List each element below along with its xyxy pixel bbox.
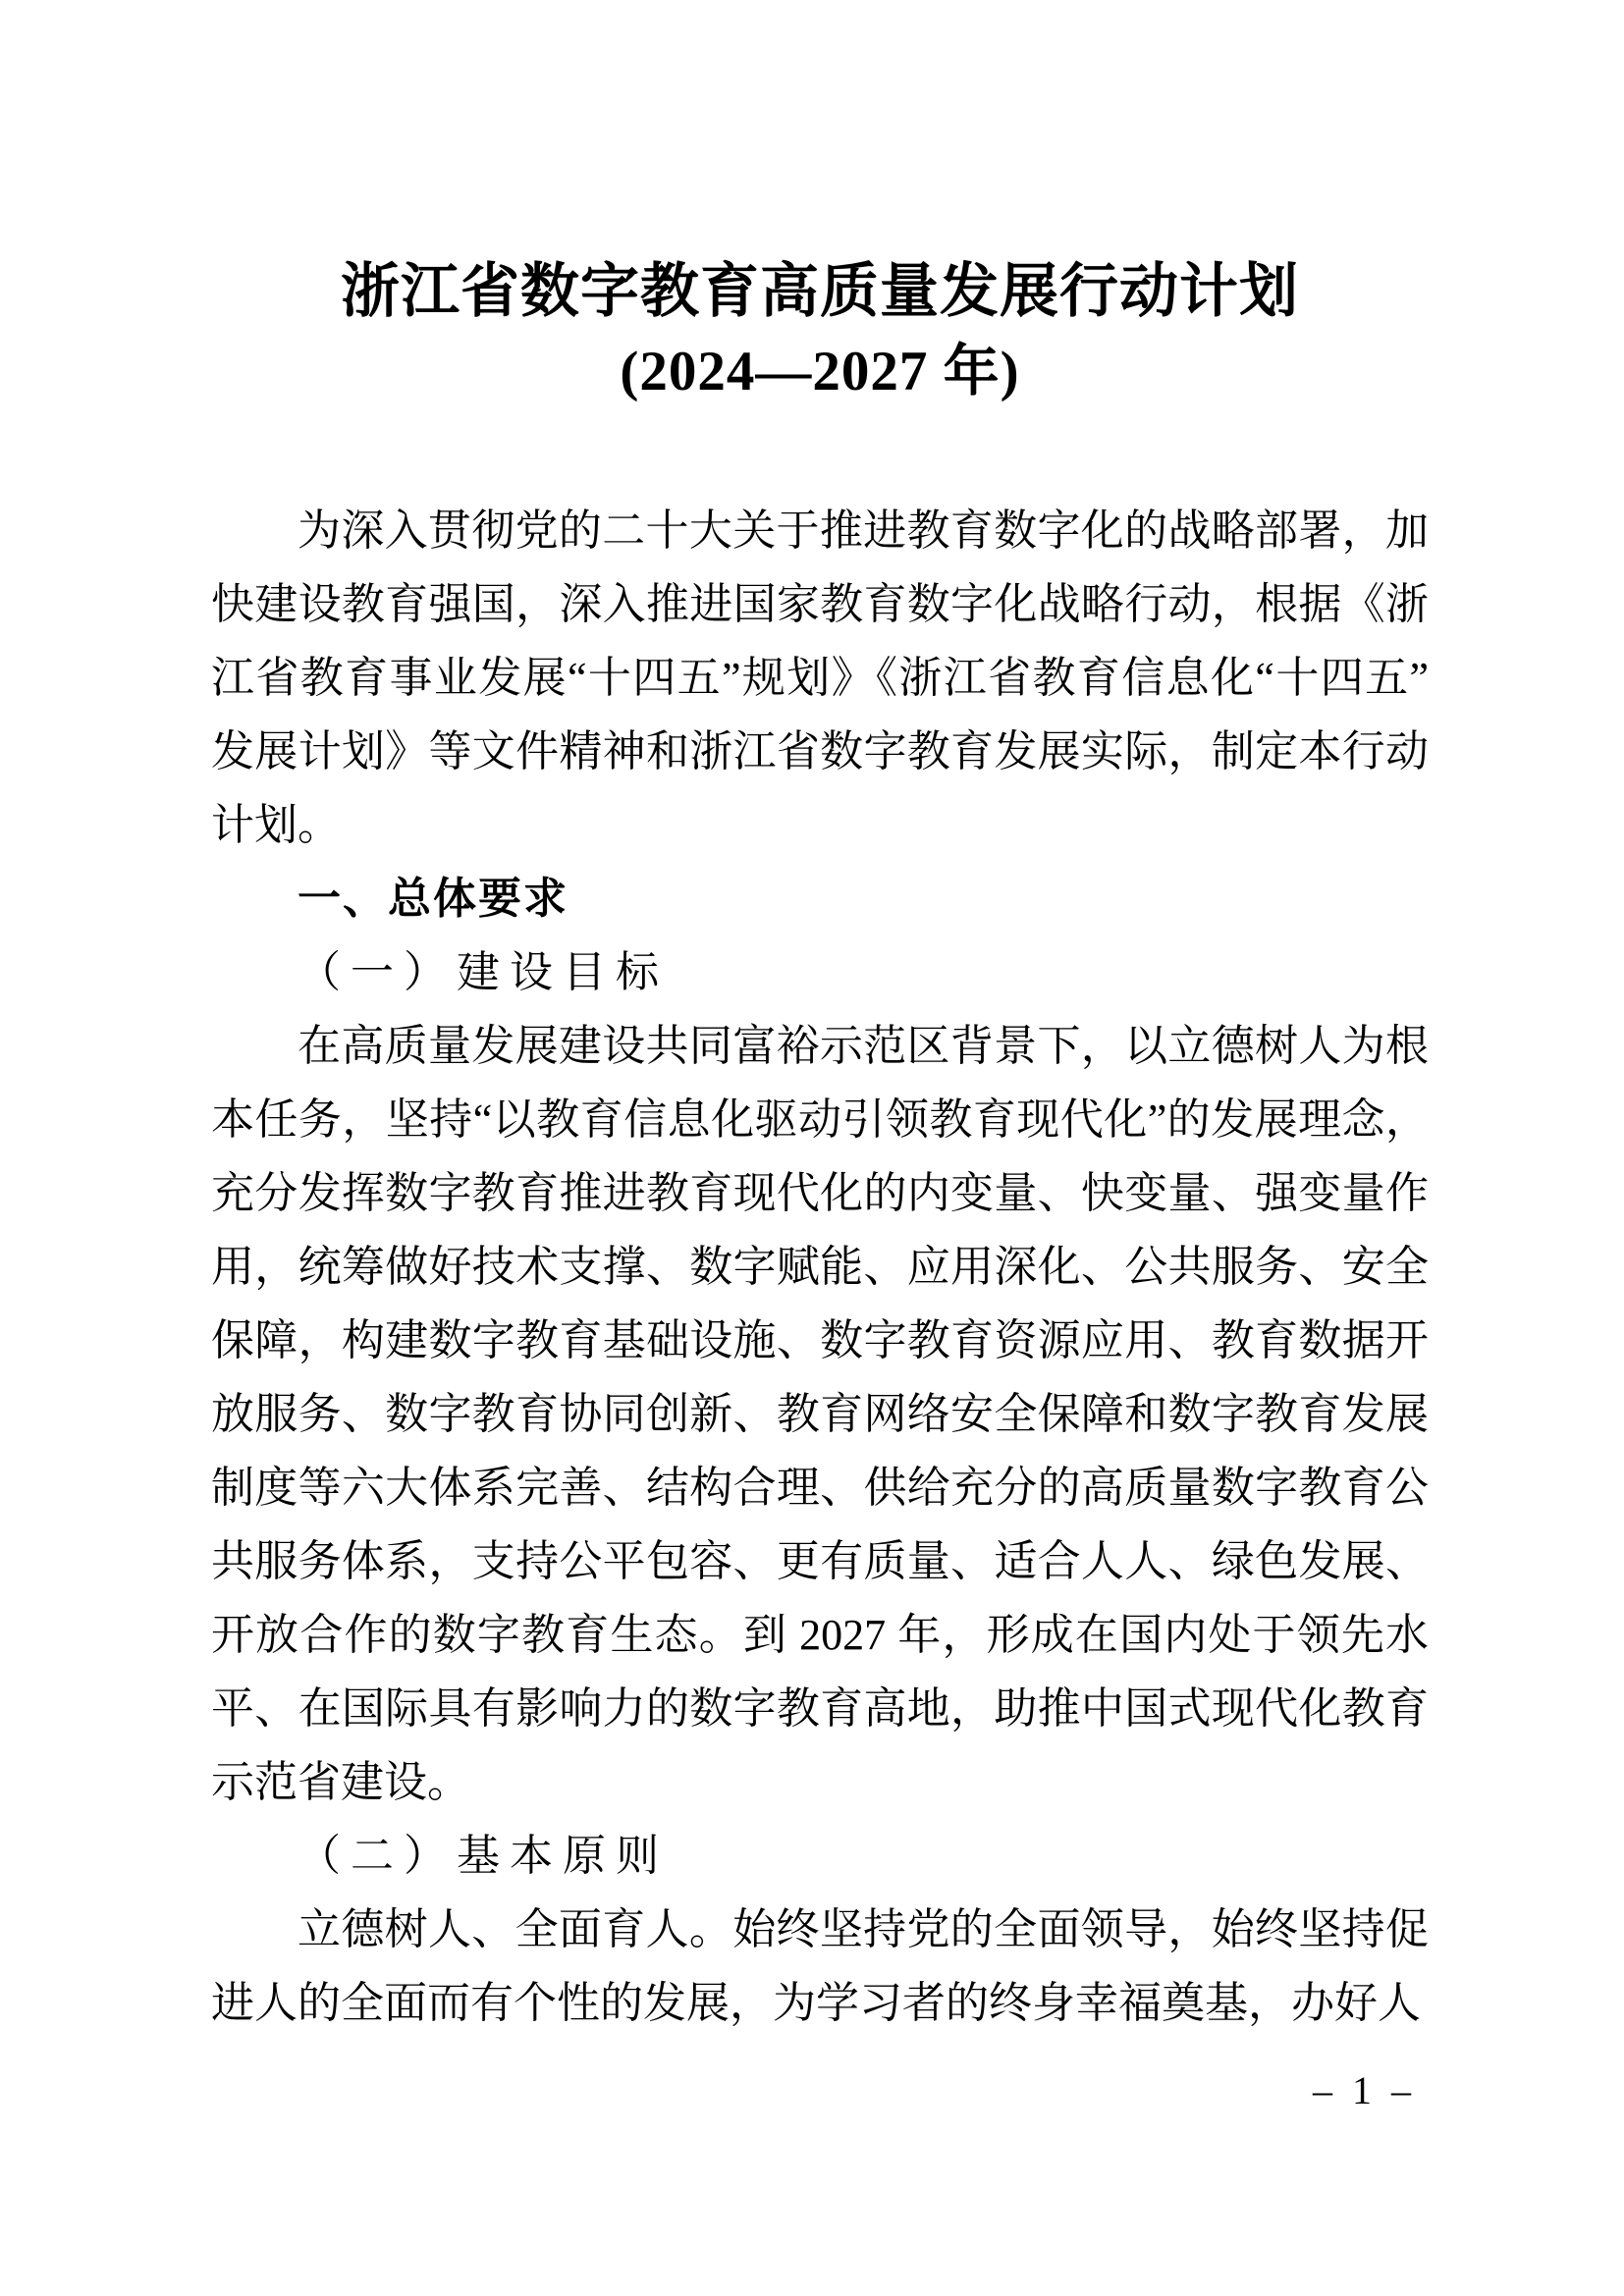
sub-heading-basic-principles: （二）基本原则 <box>298 1832 669 1880</box>
paragraph-construction-goals: 在高质量发展建设共同富裕示范区背景下，以立德树人为根本任务，坚持“以教育信息化驱动引领教育现代化”的发展理念，充分发挥数字教育推进教育现代化的内变量、快变量、强变量作用，统筹做好技术支撑、数字赋能、应用深化、公共服务、安全保障，构建数字教育基础设施、数字教育资源应用、教育数据开放服务、数字教育协同创新、教育网络安全保障和数字教育发展制度等六大体系完善、结构合理、供给充分的高质量数字教育公共服务体系，支持公平包容、更有质量、适合人人、绿色发展、开放合作的数字教育生态。到 2027 年，形成在国内处于领先水平、在国际具有影响力的数字教育高地，助推中国式现代化教育示范省建设。 <box>211 1022 1429 1806</box>
document-title: 浙江省数字教育高质量发展行动计划 <box>341 258 1299 324</box>
document-title-years: (2024—2027 年) <box>620 341 1020 402</box>
paragraph-intro: 为深入贯彻党的二十大关于推进教育数字化的战略部署，加快建设教育强国，深入推进国家教育数字化战略行动，根据《浙江省教育事业发展“十四五”规划》《浙江省教育信息化“十四五”发展计划》等文件精神和浙江省数字教育发展实际，制定本行动计划。 <box>211 507 1429 849</box>
document-title-block <box>211 251 1429 412</box>
sub-heading-construction-goals: （一）建设目标 <box>298 948 669 996</box>
section-heading-overall-requirements: 一、总体要求 <box>298 875 568 923</box>
paragraph-basic-principles: 立德树人、全面育人。始终坚持党的全面领导，始终坚持促进人的全面而有个性的发展，为学习者的终身幸福奠基，办好人 <box>211 1905 1429 2027</box>
document-body <box>211 494 1429 2040</box>
page-number: – 1 – <box>1313 2068 1416 2112</box>
